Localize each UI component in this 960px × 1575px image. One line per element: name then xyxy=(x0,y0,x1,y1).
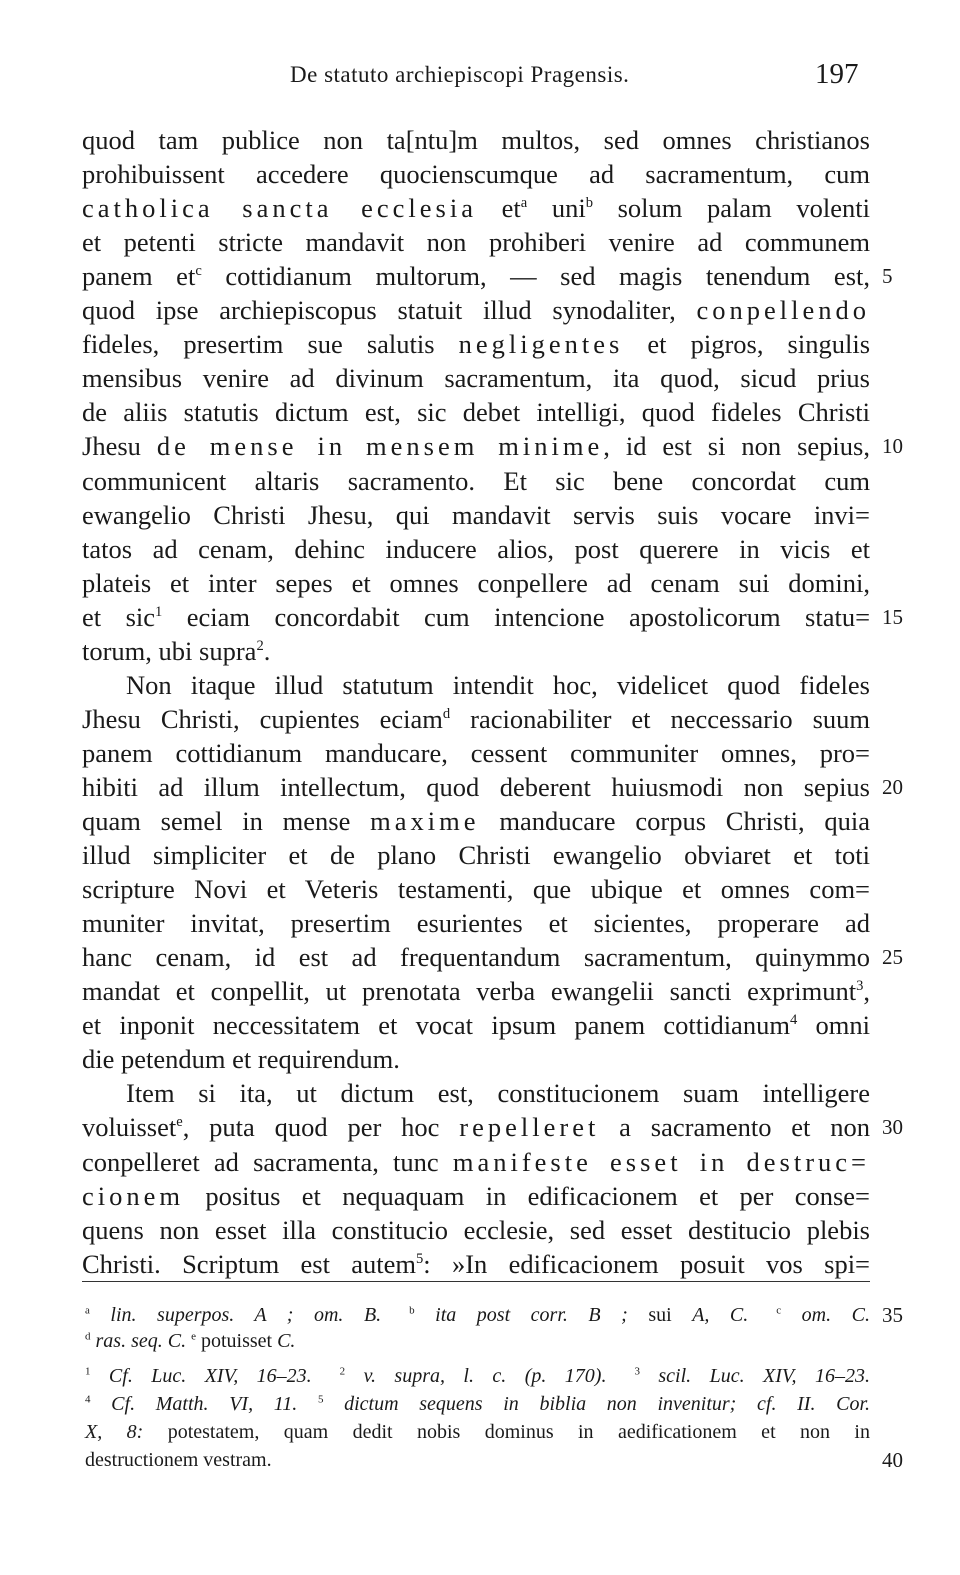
text-run: , id est si non sepius, xyxy=(603,431,870,462)
text-line xyxy=(82,974,870,1008)
text-run: hanc cenam, id est ad frequentandum sacramentum, quinymmo xyxy=(82,942,870,973)
text-run: panem cottidianum manducare, cessent communiter omnes, pro= xyxy=(82,737,870,768)
text-line xyxy=(82,1213,870,1247)
line-number-40: 40 xyxy=(882,1448,903,1472)
text-run: A, C. xyxy=(692,1304,749,1326)
text-line xyxy=(82,361,870,395)
text-run: : »In edificacionem posuit vos spi= xyxy=(423,1248,871,1279)
text-run: Item si ita, ut dictum est, constitucionem suam intelligere xyxy=(126,1078,870,1109)
spaced-text: conpellendo xyxy=(696,295,870,326)
text-line xyxy=(82,872,870,906)
text-line xyxy=(82,259,870,293)
text-run: Christi. Scriptum est autem xyxy=(82,1248,417,1279)
text-line xyxy=(82,838,870,872)
text-run: omni xyxy=(797,1010,870,1041)
spaced-text: negligentes xyxy=(458,329,624,360)
footnote-rule xyxy=(82,1281,870,1282)
text-run: sui xyxy=(648,1304,693,1326)
text-run: hibiti ad illum intellectum, quod deberent huiusmodi non sepius xyxy=(82,771,870,802)
line-number: 10 xyxy=(882,434,903,459)
text-run: a sacramento et non xyxy=(599,1112,870,1143)
text-run: potestatem, quam dedit nobis dominus in aedificationem et non in xyxy=(167,1421,870,1443)
text-line xyxy=(82,225,870,259)
footnote-marker: c xyxy=(195,263,202,279)
text-run: et sic xyxy=(82,601,156,632)
footnote-marker: a xyxy=(85,1304,90,1317)
text-run: Cf. Matth. VI, 11. xyxy=(90,1393,298,1415)
line-number: 5 xyxy=(882,264,893,289)
footnote-marker: 4 xyxy=(85,1393,91,1406)
text-run: ras. seq. C. xyxy=(90,1330,187,1352)
text-line xyxy=(82,532,870,566)
text-line xyxy=(82,327,870,361)
footnote-marker: b xyxy=(585,194,593,211)
source-note-line-4 xyxy=(85,1447,870,1473)
line-number: 20 xyxy=(882,774,903,799)
spaced-text: cionem xyxy=(82,1180,184,1211)
footnote-marker: 2 xyxy=(256,637,264,654)
footnote-marker: 5 xyxy=(317,1393,324,1406)
text-line xyxy=(82,566,870,600)
apparatus-line-2 xyxy=(85,1328,870,1354)
text-run: die petendum et requirendum. xyxy=(82,1044,400,1075)
text-run: et xyxy=(476,193,521,224)
text-run: torum, ubi supra xyxy=(82,635,257,666)
text-line xyxy=(82,1110,870,1144)
footnote-marker: b xyxy=(409,1304,415,1317)
text-run: illud simpliciter et de plano Christi ewangelio obviaret et toti xyxy=(82,840,870,871)
text-line xyxy=(82,736,870,770)
text-run: . xyxy=(263,635,271,666)
line-number: 15 xyxy=(882,604,903,629)
text-run: quam semel in mense xyxy=(82,806,371,836)
spaced-text: repelleret xyxy=(459,1112,600,1143)
footnote-marker: 2 xyxy=(339,1365,346,1378)
footnote-marker: 1 xyxy=(85,1365,91,1378)
footnote-marker: 5 xyxy=(416,1250,424,1267)
text-run: v. supra, l. c. (p. 170). xyxy=(345,1365,607,1387)
source-note-line-1 xyxy=(85,1363,870,1389)
text-line xyxy=(126,668,870,702)
text-line xyxy=(82,191,870,225)
text-run: destructionem vestram. xyxy=(85,1449,272,1471)
text-run: et inponit neccessitatem et vocat ipsum panem cottidianum xyxy=(82,1010,790,1041)
text-run: fideles, presertim sue salutis xyxy=(82,329,459,360)
source-note-line-3 xyxy=(85,1419,870,1445)
text-run: manducare corpus Christi, quia xyxy=(479,806,870,836)
text-run: conpelleret ad sacramenta, tunc xyxy=(82,1146,453,1177)
text-line xyxy=(82,906,870,940)
text-run: om. C. xyxy=(781,1304,870,1326)
text-line xyxy=(82,600,870,634)
text-line xyxy=(82,464,870,498)
text-line xyxy=(82,395,870,429)
line-number-35: 35 xyxy=(882,1303,903,1327)
text-line xyxy=(82,1179,870,1213)
text-line xyxy=(82,157,870,191)
footnote-marker: a xyxy=(520,194,528,211)
text-run: racionabiliter et neccessario suum xyxy=(450,703,870,734)
text-line xyxy=(82,1247,870,1281)
footnote-marker: d xyxy=(442,705,451,722)
spaced-text: maxime xyxy=(370,806,480,836)
running-header: De statuto archiepiscopi Pragensis. xyxy=(290,62,630,87)
footnote-marker: e xyxy=(191,1330,196,1343)
text-run: lin. superpos. A ; om. B. xyxy=(89,1304,382,1326)
text-run: uni xyxy=(527,193,586,224)
line-number: 30 xyxy=(882,1115,903,1140)
footnote-marker: c xyxy=(776,1304,782,1317)
text-run: ewangelio Christi Jhesu, qui mandavit servis suis vocare invi= xyxy=(82,499,870,530)
text-run: voluisset xyxy=(82,1112,177,1143)
text-run: scripture Novi et Veteris testamenti, que ubique et omnes com= xyxy=(82,874,870,905)
text-run: Cf. Luc. XIV, 16–23. xyxy=(90,1365,312,1387)
text-line xyxy=(82,702,870,736)
text-run: dictum sequens in biblia non invenitur; cf. II. Cor. xyxy=(323,1393,871,1415)
text-run: communicent altaris sacramento. Et sic bene concordat cum xyxy=(82,465,870,496)
text-run: muniter invitat, presertim esurientes et sicientes, properare ad xyxy=(82,908,870,939)
text-run: quens non esset illa constitucio ecclesie, sed esset destitucio plebis xyxy=(82,1214,870,1245)
text-run: C. xyxy=(277,1330,296,1352)
text-line xyxy=(82,1145,870,1179)
apparatus-line-1 xyxy=(85,1302,870,1328)
footnote-marker: 3 xyxy=(634,1365,640,1378)
footnote-marker: 1 xyxy=(155,603,163,620)
text-line xyxy=(82,634,870,668)
footnote-marker: e xyxy=(176,1114,183,1131)
text-run: positus et nequaquam in edificacionem et per conse= xyxy=(184,1180,870,1211)
text-run: scil. Luc. XIV, 16–23. xyxy=(639,1365,870,1387)
text-run: eciam concordabit cum intencione apostolicorum statu= xyxy=(162,601,871,632)
line-number: 25 xyxy=(882,945,903,970)
text-line xyxy=(82,940,870,974)
text-run: de aliis statutis dictum est, sic debet intelligi, quod fideles Christi xyxy=(82,397,870,428)
spaced-text: de mense in mensem minime xyxy=(156,431,604,462)
text-run: , puta quod per hoc xyxy=(182,1112,460,1143)
text-run: et petenti stricte mandavit non prohiberi venire ad communem xyxy=(82,227,870,258)
page-number: 197 xyxy=(815,58,859,90)
text-line xyxy=(82,429,870,463)
text-run: plateis et inter sepes et omnes conpellere ad cenam sui domini, xyxy=(82,567,870,598)
text-line xyxy=(82,770,870,804)
text-run xyxy=(297,1393,318,1415)
text-line xyxy=(82,498,870,532)
text-run: et pigros, singulis xyxy=(623,329,871,360)
text-line xyxy=(82,1042,870,1076)
text-run: solum palam volenti xyxy=(592,193,871,224)
text-run: , xyxy=(863,976,870,1007)
text-run: tatos ad cenam, dehinc inducere alios, post querere in vicis et xyxy=(82,533,870,564)
text-line xyxy=(82,293,870,327)
text-line xyxy=(82,804,870,838)
text-line xyxy=(82,1008,870,1042)
text-run: prohibuissent accedere quocienscumque ad sacramentum, cum xyxy=(82,159,870,190)
footnote-marker: 4 xyxy=(789,1012,798,1029)
text-run: potuisset xyxy=(195,1330,278,1352)
text-run: quod tam publice non ta[ntu]m multos, sed omnes christianos xyxy=(82,125,870,155)
text-run: X, 8: xyxy=(85,1421,168,1443)
spaced-text: catholica sancta ecclesia xyxy=(82,193,477,224)
footnote-marker: d xyxy=(85,1330,91,1343)
text-run: Jhesu Christi, cupientes eciam xyxy=(82,703,443,734)
text-run: Non itaque illud statutum intendit hoc, videlicet quod fideles xyxy=(126,669,870,700)
text-run: quod ipse archiepiscopus statuit illud synodaliter, xyxy=(82,295,697,326)
text-run: ita post corr. B ; xyxy=(414,1304,649,1326)
text-run: Jhesu xyxy=(82,431,157,462)
spaced-text: manifeste esset in destruc= xyxy=(452,1146,870,1177)
text-line xyxy=(82,123,870,157)
text-run: panem et xyxy=(82,261,196,292)
text-run: cottidianum multorum, — sed magis tenendum est, xyxy=(201,261,870,292)
text-line xyxy=(126,1076,870,1110)
text-run: mandat et conpellit, ut prenotata verba ewangelii sancti exprimunt xyxy=(82,976,857,1007)
text-run: mensibus venire ad divinum sacramentum, ita quod, sicud prius xyxy=(82,363,870,394)
footnote-marker: 3 xyxy=(856,978,864,995)
source-note-line-2 xyxy=(85,1391,870,1417)
